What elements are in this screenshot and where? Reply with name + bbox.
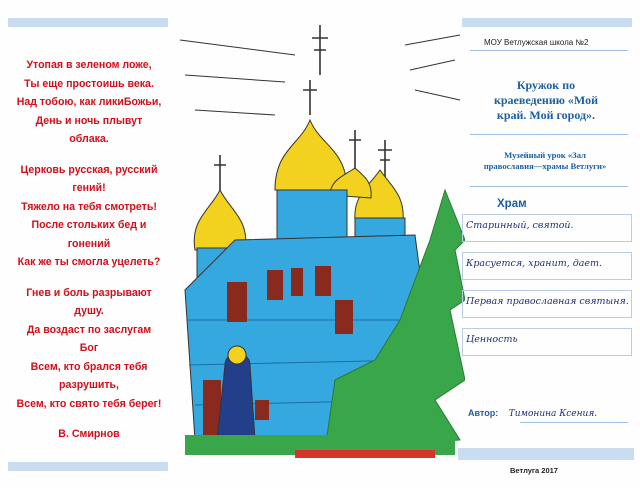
poem-line: душу. [74,305,104,317]
author-row [468,408,597,419]
poem-line: Утопая в зеленом ложе, [26,59,152,71]
top-right-stripe [462,18,632,27]
stanza-gap [0,272,178,284]
handwritten-line: Ценность [466,334,518,345]
poem-line: После стольких бед и [31,219,147,231]
poem [0,56,178,444]
bottom-left-stripe [8,462,168,471]
bottom-right-stripe [458,448,634,460]
club-title-line: Кружок по [516,78,576,92]
handwritten-line: Красуется, хранит, дает. [466,258,603,269]
author-label: Автор: [468,408,499,418]
poem-line: гений! [72,182,106,194]
poem-line: Всем, кто свято тебя берег! [16,397,162,410]
author-name: Тимонина Ксения. [508,409,598,419]
poem-line: Гнев и боль разрывают [26,286,152,299]
poem-line: Всем, кто брался тебя [30,360,148,373]
poem-line: Тяжело на тебя смотреть! [21,200,157,213]
lesson-title-line: православия—храмы Ветлуги» [483,161,607,171]
divider [470,186,628,187]
divider [470,134,628,135]
poem-author: В. Смирнов [58,428,120,440]
poem-line: Как же ты смогла уцелеть? [17,256,161,268]
church-collage-drawing [175,20,465,470]
lesson-title-line: Музейный урок «Зал [504,150,586,160]
divider [470,50,628,51]
poem-line: облака. [69,133,109,145]
stanza-gap [0,149,178,161]
handwritten-line: Первая православная святыня. [466,296,629,307]
top-left-stripe [8,18,168,27]
footer-city-year: Ветлуга 2017 [510,466,558,475]
lesson-title [462,150,628,172]
handwritten-line: Старинный, святой. [466,220,574,231]
poem-line: День и ночь плывут [35,114,143,127]
divider [520,422,628,423]
poem-line: гонений [67,237,111,250]
club-title [468,78,624,123]
school-name: МОУ Ветлужская школа №2 [484,38,589,47]
temple-heading: Храм [497,198,527,210]
poem-line: Церковь русская, русский [20,163,158,176]
poem-line: Да воздаст по заслугам [26,323,152,336]
poem-line: Ты еще простоишь века. [24,77,154,90]
poem-line: Бог [79,342,99,354]
club-title-line: край. Мой город». [496,108,596,122]
club-title-line: краеведению «Мой [493,93,599,107]
poem-line: Над тобою, как ликиБожьи, [16,96,162,108]
poem-line: разрушить, [59,379,119,391]
